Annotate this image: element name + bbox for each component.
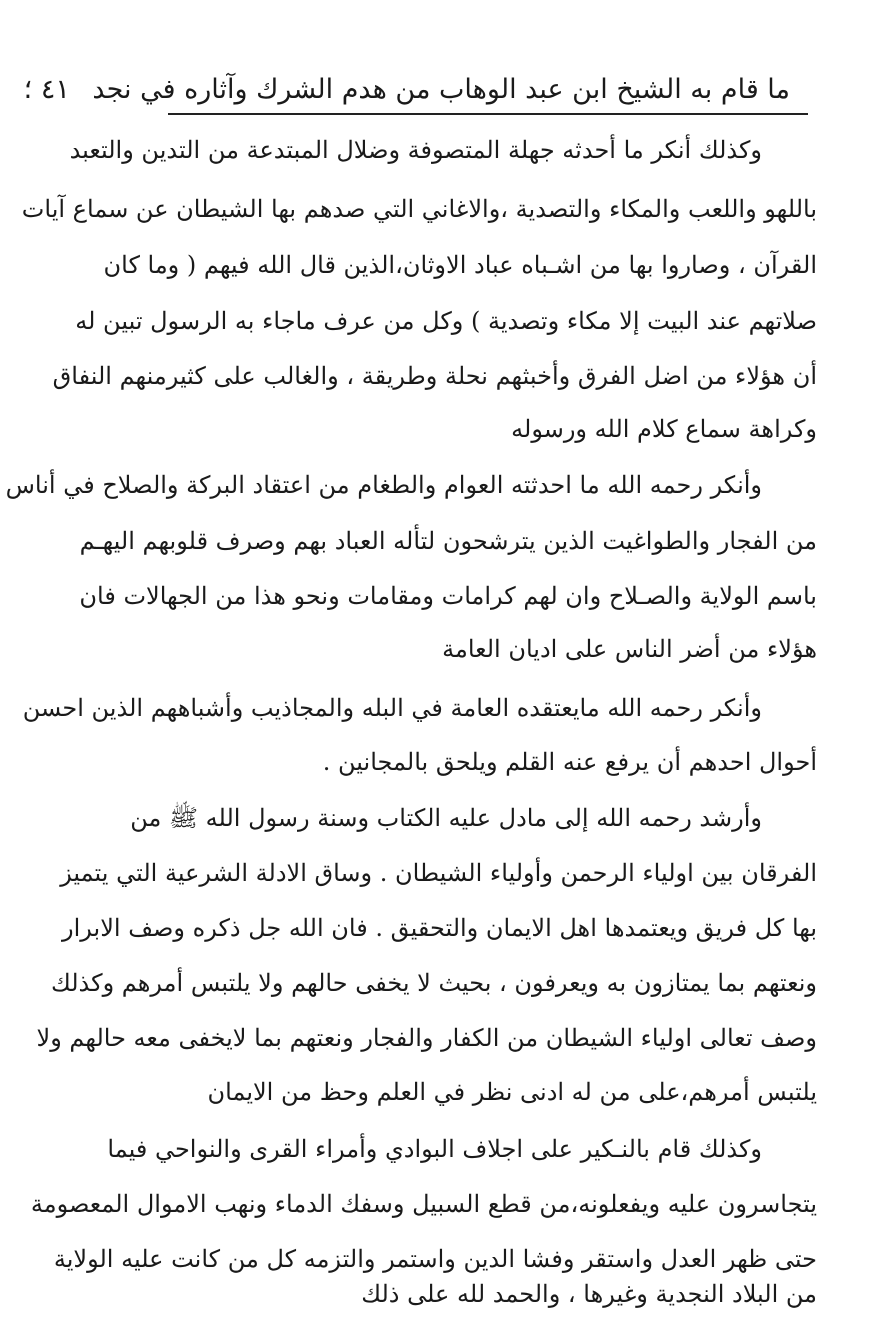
text-line: حتى ظهر العدل واستقر وفشا الدين واستمر والتزمه كل من كانت عليه الولاية — [53, 1245, 817, 1273]
text-line: باللهو واللعب والمكاء والتصدية ،والاغاني التي صدهم بها الشيطان عن سماع آيات — [21, 195, 817, 223]
text-line: وصف تعالى اولياء الشيطان من الكفار والفجار ونعتهم بما لايخفى معه حالهم ولا — [36, 1024, 817, 1052]
text-line: وكذلك قام بالنـكير على اجلاف البوادي وأمراء القرى والنواحي فيما — [107, 1135, 762, 1163]
text-line: وكذلك أنكر ما أحدثه جهلة المتصوفة وضلال المبتدعة من التدين والتعبد — [69, 136, 762, 164]
text-line: القرآن ، وصاروا بها من اشـباه عباد الاوثان،الذين قال الله فيهم ( وما كان — [103, 251, 817, 279]
text-line: يتجاسرون عليه ويفعلونه،من قطع السبيل وسفك الدماء ونهب الاموال المعصومة — [30, 1190, 817, 1218]
text-line: ونعتهم بما يمتازون به ويعرفون ، بحيث لا يخفى حالهم ولا يلتبس أمرهم وكذلك — [51, 969, 817, 997]
text-line: أن هؤلاء من اضل الفرق وأخبثهم نحلة وطريقة ، والغالب على كثيرمنهم النفاق — [52, 362, 817, 390]
text-line: وأرشد رحمه الله إلى مادل عليه الكتاب وسنة رسول الله ﷺ من — [130, 804, 762, 832]
text-line: صلاتهم عند البيت إلا مكاء وتصدية ) وكل من عرف ماجاء به الرسول تبين له — [75, 307, 817, 335]
page-number: ٤١ ؛ — [23, 74, 70, 105]
text-line: باسم الولاية والصـلاح وان لهم كرامات ومقامات ونحو هذا من الجهالات فان — [79, 582, 817, 610]
text-line: وكراهة سماع كلام الله ورسوله — [511, 415, 817, 443]
text-line: وأنكر رحمه الله ما احدثته العوام والطغام من اعتقاد البركة والصلاح في أناس — [5, 471, 762, 499]
header-rule — [168, 113, 808, 115]
text-line: الفرقان بين اولياء الرحمن وأولياء الشيطان . وساق الادلة الشرعية التي يتميز — [60, 859, 817, 887]
text-line: يلتبس أمرهم،على من له ادنى نظر في العلم وحظ من الايمان — [207, 1078, 817, 1106]
text-line: بها كل فريق ويعتمدها اهل الايمان والتحقيق . فان الله جل ذكره وصف الابرار — [62, 914, 817, 942]
text-line: من الفجار والطواغيت الذين يترشحون لتأله العباد بهم وصرف قلوبهم اليهـم — [79, 527, 817, 555]
header-title: ما قام به الشيخ ابن عبد الوهاب من هدم الشرك وآثاره في نجد — [92, 74, 790, 105]
text-line: أحوال احدهم أن يرفع عنه القلم ويلحق بالمجانين . — [322, 748, 817, 776]
running-header — [23, 72, 790, 108]
text-line: من البلاد النجدية وغيرها ، والحمد لله على ذلك — [361, 1280, 817, 1308]
text-line: هؤلاء من أضر الناس على اديان العامة — [442, 635, 817, 663]
text-line: وأنكر رحمه الله مايعتقده العامة في البله والمجاذيب وأشباههم الذين احسن — [22, 694, 762, 722]
